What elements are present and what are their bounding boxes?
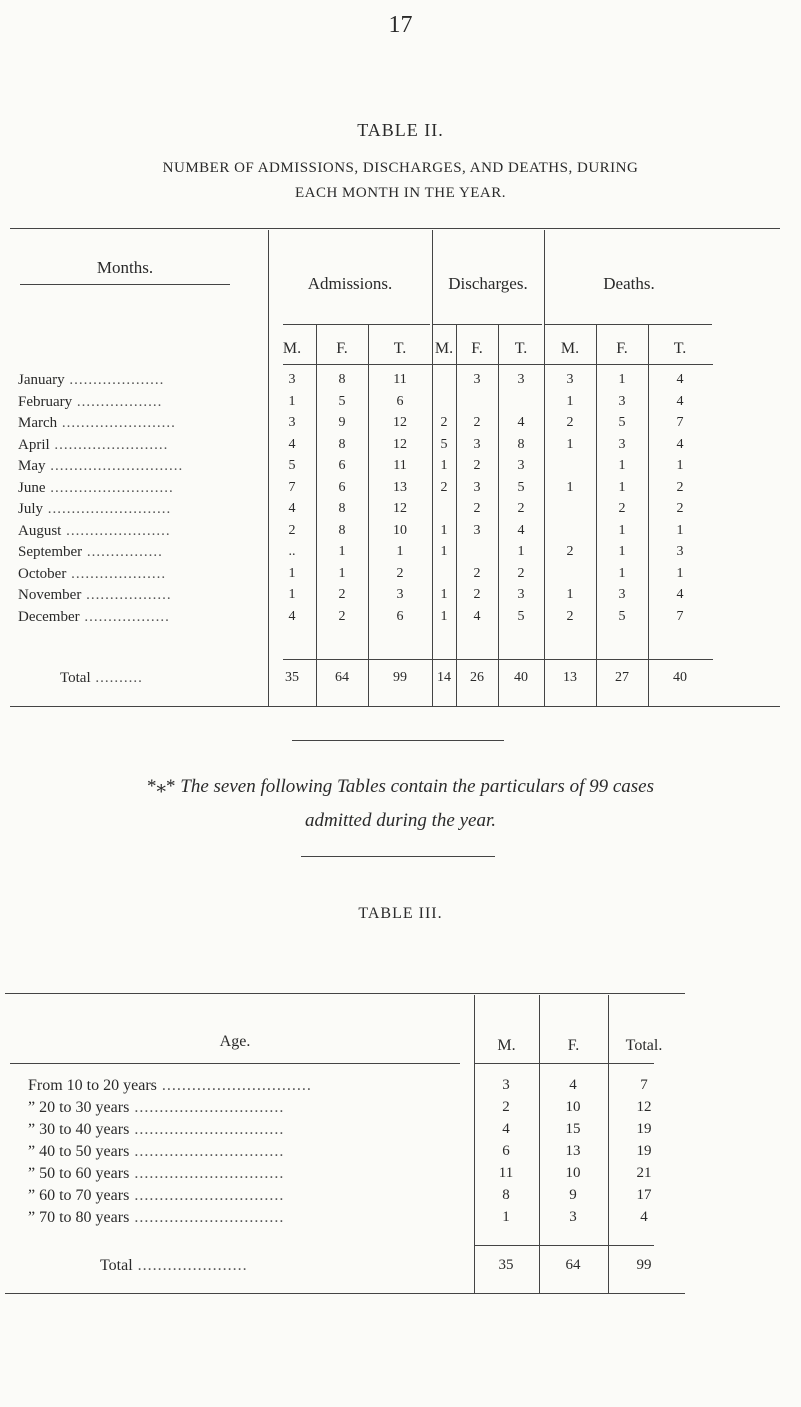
- page-number: 17: [388, 12, 413, 38]
- table-cell: 2: [517, 565, 525, 581]
- total-cell: 27: [615, 670, 629, 685]
- total-cell: 40: [673, 670, 687, 685]
- month-label: [18, 609, 170, 626]
- table-cell: 1: [440, 458, 448, 473]
- table-cell: 4: [288, 501, 296, 516]
- note-line1: The seven following Tables contain the particulars of 99 cases: [180, 776, 654, 797]
- table-cell: 1: [502, 1209, 510, 1225]
- subheader-8: T.: [673, 340, 687, 357]
- note-top-rule: [292, 740, 504, 741]
- table-cell: 8: [517, 436, 525, 452]
- table-cell: 2: [566, 415, 574, 430]
- month-label: [18, 480, 174, 497]
- table-cell: 3: [473, 436, 481, 452]
- table-cell: 5: [618, 415, 626, 430]
- table-cell: 4: [676, 587, 684, 602]
- table-cell: 3: [473, 522, 481, 538]
- month-label: [18, 566, 166, 583]
- month-name: October: [18, 565, 67, 582]
- total-cell: 35: [285, 670, 299, 685]
- table-cell: 4: [517, 522, 525, 538]
- table-cell: 2: [517, 501, 525, 516]
- table-cell: ..: [288, 544, 296, 559]
- month-name: February: [18, 393, 73, 410]
- table-cell: 5: [288, 458, 296, 473]
- table2-subtitle-line2: EACH MONTH IN THE YEAR.: [294, 185, 507, 201]
- table-cell: 3: [517, 372, 525, 387]
- leader-dots: ........................: [57, 415, 176, 431]
- table-cell: 1: [440, 522, 448, 538]
- table-cell: 2: [473, 415, 481, 430]
- table-cell: 3: [569, 1209, 577, 1225]
- total-cell: 13: [563, 670, 577, 685]
- table-cell: 6: [338, 479, 346, 495]
- table-cell: 1: [440, 544, 448, 559]
- table-cell: 2: [338, 608, 346, 624]
- leader-dots: ..................: [81, 587, 172, 603]
- leader-dots: ................: [82, 544, 163, 560]
- table-cell: 9: [569, 1187, 577, 1203]
- table-cell: 1: [618, 565, 626, 581]
- month-name: June: [18, 479, 46, 496]
- header-m: M.: [497, 1037, 516, 1054]
- age-label: [28, 1209, 284, 1227]
- leader-dots: ..............................: [129, 1209, 285, 1226]
- table-cell: 8: [338, 372, 346, 387]
- table-cell: 3: [517, 458, 525, 473]
- header-months: Months.: [96, 258, 154, 277]
- total-cell: 99: [393, 670, 407, 685]
- table-cell: 7: [288, 479, 296, 495]
- table-cell: 7: [676, 608, 684, 624]
- table3-total-rule: [474, 1245, 654, 1246]
- table-cell: 1: [288, 587, 296, 602]
- header-admissions: Admissions.: [307, 274, 393, 293]
- table-cell: 4: [676, 393, 684, 409]
- age-range: From 10 to 20 years: [28, 1077, 157, 1094]
- subheader-0: M.: [282, 340, 302, 357]
- month-name: Total: [60, 670, 91, 686]
- table-cell: 8: [338, 522, 346, 538]
- table-cell: 1: [566, 436, 574, 452]
- table-cell: 3: [396, 587, 404, 602]
- total-cell: 99: [636, 1257, 652, 1273]
- total-cell: 26: [470, 670, 484, 685]
- total-cell: 35: [498, 1257, 514, 1273]
- table2-total-label: [60, 670, 143, 687]
- month-label: [18, 437, 168, 454]
- table3-col-rule: [474, 1063, 654, 1064]
- month-name: May: [18, 458, 46, 474]
- table2-vrule: [368, 325, 369, 706]
- table-cell: 1: [618, 372, 626, 387]
- table-cell: 1: [396, 544, 404, 559]
- subheader-1: F.: [336, 340, 348, 357]
- table-cell: 1: [288, 393, 296, 409]
- age-label: [28, 1143, 284, 1161]
- table-cell: 11: [498, 1165, 514, 1181]
- table-cell: 4: [676, 436, 684, 452]
- leader-dots: ......................: [61, 522, 171, 539]
- note-asterisks: *⁎*: [147, 776, 176, 797]
- table2-title: TABLE II.: [357, 120, 444, 140]
- month-label: [18, 394, 162, 411]
- table-cell: 1: [566, 393, 574, 409]
- month-name: March: [18, 415, 58, 431]
- leader-dots: ..........................: [43, 501, 172, 517]
- table-cell: 5: [618, 608, 626, 624]
- header-age: Age.: [219, 1033, 251, 1050]
- table-cell: 8: [338, 436, 346, 452]
- table-cell: 3: [473, 372, 481, 387]
- header-discharges: Discharges.: [448, 274, 528, 293]
- table-cell: 4: [676, 372, 684, 387]
- table-cell: 15: [565, 1121, 581, 1137]
- table-cell: 5: [517, 608, 525, 624]
- leader-dots: ..........: [90, 670, 143, 686]
- table2-vrule: [268, 230, 269, 706]
- month-name: January: [18, 372, 65, 388]
- leader-dots: ....................: [64, 372, 165, 388]
- table2-vrule: [596, 325, 597, 706]
- table2-vrule: [498, 325, 499, 706]
- leader-dots: ..................: [79, 608, 170, 625]
- table-cell: 1: [440, 587, 448, 602]
- age-range: ” 60 to 70 years: [28, 1187, 130, 1204]
- leader-dots: ......................: [132, 1257, 248, 1274]
- age-label: [28, 1077, 312, 1095]
- table-cell: 19: [636, 1143, 652, 1159]
- month-name: November: [18, 587, 82, 603]
- table-cell: 6: [396, 608, 404, 624]
- month-name: August: [18, 522, 62, 539]
- table-cell: 1: [618, 479, 626, 495]
- table-cell: 5: [440, 436, 448, 452]
- header-f: F.: [567, 1037, 580, 1054]
- table-cell: 1: [566, 587, 574, 602]
- table-cell: 17: [636, 1187, 652, 1203]
- table-cell: 8: [338, 501, 346, 516]
- table-cell: 6: [338, 458, 346, 473]
- age-range: Total: [100, 1257, 133, 1274]
- table-cell: 2: [566, 544, 574, 559]
- table-cell: 2: [566, 608, 574, 624]
- table-cell: 2: [338, 587, 346, 602]
- total-cell: 64: [335, 670, 349, 685]
- table-cell: 4: [288, 436, 296, 452]
- table-cell: 2: [396, 565, 404, 581]
- table-cell: 2: [288, 522, 296, 538]
- table3-bottom-rule: [5, 1293, 685, 1294]
- table-cell: 3: [288, 415, 296, 430]
- month-label: [18, 458, 183, 475]
- table-cell: 12: [393, 415, 407, 430]
- table-cell: 2: [473, 565, 481, 581]
- month-name: December: [18, 608, 80, 625]
- table-cell: 1: [618, 544, 626, 559]
- month-name: July: [18, 501, 44, 517]
- table-cell: 3: [502, 1077, 510, 1093]
- table-cell: 3: [676, 544, 684, 559]
- subheader-6: M.: [560, 340, 580, 357]
- table-cell: 2: [676, 501, 684, 516]
- table-cell: 12: [393, 501, 407, 516]
- table2-vrule: [544, 230, 545, 706]
- table3-title: TABLE III.: [358, 905, 443, 922]
- age-range: ” 70 to 80 years: [28, 1209, 130, 1226]
- table2-adm-rule: [283, 324, 430, 325]
- table-cell: 2: [618, 501, 626, 516]
- table-cell: 3: [517, 587, 525, 602]
- table-cell: 12: [636, 1099, 652, 1115]
- table-cell: 1: [618, 522, 626, 538]
- leader-dots: ....................: [66, 565, 167, 582]
- age-range: ” 30 to 40 years: [28, 1121, 130, 1138]
- table-cell: 12: [393, 436, 407, 452]
- note-bottom-rule: [301, 856, 495, 857]
- leader-dots: ..............................: [129, 1187, 285, 1204]
- age-range: ” 50 to 60 years: [28, 1165, 130, 1182]
- total-cell: 14: [437, 670, 451, 685]
- table-cell: 13: [565, 1143, 581, 1159]
- table-cell: 1: [338, 544, 346, 559]
- table-cell: 3: [618, 587, 626, 602]
- header-deaths: Deaths.: [603, 274, 655, 293]
- table-cell: 21: [636, 1165, 652, 1181]
- table-cell: 1: [676, 565, 684, 581]
- table-cell: 2: [440, 479, 448, 495]
- leader-dots: ..............................: [129, 1165, 285, 1182]
- table2-vrule: [648, 325, 649, 706]
- table-cell: 1: [338, 565, 346, 581]
- table-cell: 9: [338, 415, 346, 430]
- month-label: [18, 587, 172, 604]
- leader-dots: ..............................: [156, 1077, 312, 1094]
- table-cell: 10: [565, 1165, 581, 1181]
- leader-dots: ..............................: [129, 1121, 285, 1138]
- leader-dots: ..............................: [129, 1143, 285, 1160]
- table-cell: 1: [618, 458, 626, 473]
- header-total: Total.: [625, 1037, 663, 1054]
- subheader-3: M.: [434, 340, 454, 357]
- table-cell: 2: [473, 501, 481, 516]
- age-label: [28, 1099, 284, 1117]
- table-cell: 7: [640, 1077, 648, 1093]
- table-cell: 3: [618, 436, 626, 452]
- table-cell: 11: [393, 372, 407, 387]
- subheader-2: T.: [393, 340, 407, 357]
- table-cell: 10: [393, 522, 407, 538]
- age-range: ” 40 to 50 years: [28, 1143, 130, 1160]
- table-cell: 4: [473, 608, 481, 624]
- subheader-5: T.: [514, 340, 528, 357]
- month-name: April: [18, 436, 50, 453]
- table2-vrule: [316, 325, 317, 706]
- table-cell: 3: [473, 479, 481, 495]
- table-cell: 1: [288, 565, 296, 581]
- table-cell: 1: [440, 608, 448, 624]
- table-cell: 1: [676, 458, 684, 473]
- table-cell: 11: [393, 458, 407, 473]
- leader-dots: ..............................: [129, 1099, 285, 1116]
- table-cell: 4: [517, 415, 525, 430]
- table2-top-rule: [10, 228, 780, 229]
- table3-top-rule: [5, 993, 685, 994]
- table-cell: 5: [517, 479, 525, 495]
- table-cell: 4: [288, 608, 296, 624]
- table-cell: 3: [566, 372, 574, 387]
- age-label: [28, 1187, 284, 1205]
- table-cell: 6: [502, 1143, 510, 1159]
- month-label: [18, 523, 171, 540]
- table-cell: 1: [676, 522, 684, 538]
- table-cell: 8: [502, 1187, 510, 1203]
- total-cell: 40: [514, 670, 528, 685]
- table2-bottom-rule: [10, 706, 780, 707]
- table-cell: 1: [517, 544, 525, 559]
- age-label: [28, 1165, 284, 1183]
- table-cell: 4: [569, 1077, 577, 1093]
- table-cell: 2: [440, 415, 448, 430]
- table-cell: 19: [636, 1121, 652, 1137]
- note-line2: admitted during the year.: [304, 810, 497, 831]
- age-label: [28, 1121, 284, 1139]
- table-cell: 1: [566, 479, 574, 495]
- table-cell: 10: [565, 1099, 581, 1115]
- table2-dis-rule: [432, 324, 542, 325]
- table-cell: 3: [618, 393, 626, 409]
- leader-dots: ..........................: [45, 479, 174, 496]
- table3-total-label: [100, 1257, 248, 1275]
- leader-dots: ........................: [49, 436, 169, 453]
- leader-dots: ..................: [72, 393, 163, 410]
- table-cell: 3: [288, 372, 296, 387]
- month-label: [18, 544, 163, 561]
- leader-dots: ............................: [45, 458, 184, 474]
- month-label: [18, 372, 164, 389]
- month-label: [18, 415, 176, 432]
- table-cell: 7: [676, 415, 684, 430]
- table-cell: 13: [393, 479, 407, 495]
- table-cell: 2: [502, 1099, 510, 1115]
- table-cell: 4: [640, 1209, 648, 1225]
- table2-subtitle-line1: NUMBER OF ADMISSIONS, DISCHARGES, AND DEATHS, DURING: [162, 160, 639, 176]
- table-cell: 4: [502, 1121, 510, 1137]
- month-name: September: [18, 544, 83, 560]
- table-cell: 6: [396, 393, 404, 409]
- subheader-7: F.: [616, 340, 628, 357]
- table-cell: 2: [676, 479, 684, 495]
- table2-dea-rule: [544, 324, 712, 325]
- month-label: [18, 501, 171, 518]
- table3-age-rule: [10, 1063, 460, 1064]
- subheader-4: F.: [471, 340, 483, 357]
- table-cell: 2: [473, 587, 481, 602]
- table2-months-rule: [20, 284, 230, 285]
- table-cell: 2: [473, 458, 481, 473]
- note: [0, 770, 801, 838]
- age-range: ” 20 to 30 years: [28, 1099, 130, 1116]
- table-cell: 5: [338, 393, 346, 409]
- total-cell: 64: [565, 1257, 581, 1273]
